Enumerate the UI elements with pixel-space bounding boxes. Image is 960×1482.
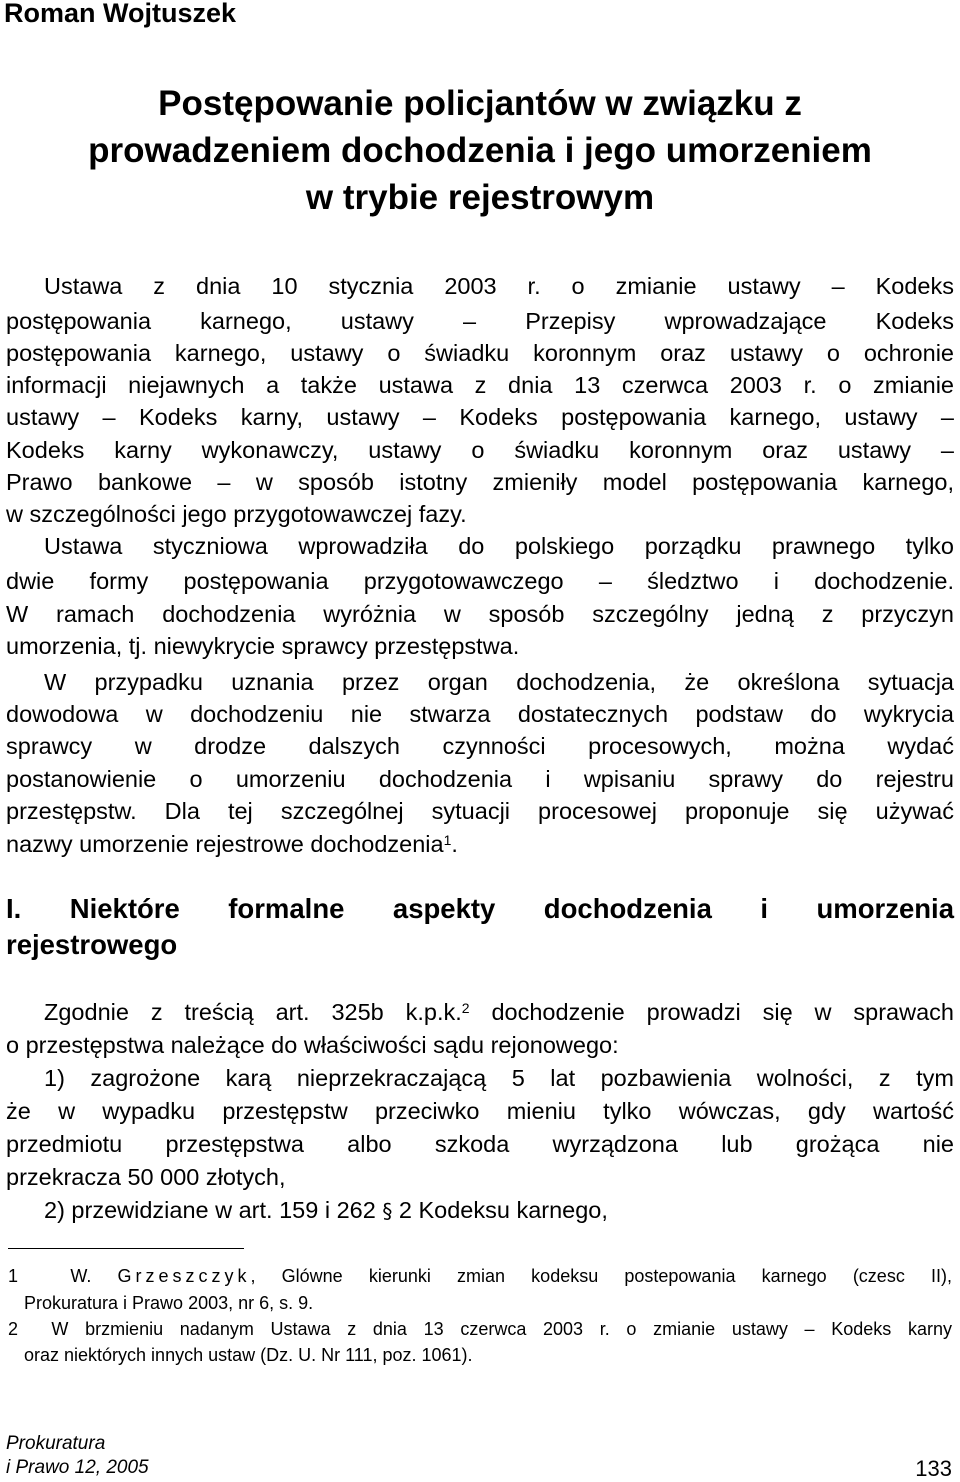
body-text: przestępstw. Dla tej szczególnej sytuacji procesowej proponuje się używać [6,798,954,824]
body-text: W ramach dochodzenia wyróżnia w sposób szczególny jedną z przyczyn [6,601,954,627]
body-text: Zgodnie z treścią art. 325b k.p.k. [44,999,462,1025]
intro-line [6,730,954,763]
footnote-number: 2 [8,1319,19,1339]
intro-line [6,565,954,598]
body-text: Ustawa styczniowa wprowadziła do polskiego porządku prawnego tylko [44,533,954,559]
list-item-line: przekracza 50 000 złotych, [6,1164,286,1190]
footnote-number: 1 [8,1266,19,1286]
intro-line [44,270,954,303]
section-sign: § [382,1199,393,1223]
intro-line [6,337,954,370]
footnote-2 [8,1316,952,1342]
body-text: sprawcy w drodze dalszych czynności procesowych, można wydać [6,733,954,759]
footnote-ref[interactable]: 1 [443,832,452,848]
journal-footer [6,1432,149,1480]
body-text: W przypadku uznania przez organ dochodzenia, że określona sytuacja [44,669,954,695]
author-name: Roman Wojtuszek [4,0,237,28]
footnote-text: W brzmieniu nadanym Ustawa z dnia 13 czerwca 2003 r. o zmianie ustawy – Kodeks karny [51,1319,952,1339]
intro-line [6,698,954,731]
intro-line [6,763,954,796]
intro-line [6,434,954,467]
section-heading-line: rejestrowego [6,929,178,960]
intro-line [6,498,954,531]
body-text: w szczególności jego przygotowawczej fazy. [6,501,467,527]
body-text: informacji niejawnych a także ustawa z dnia 13 czerwca 2003 r. o zmianie [6,372,954,398]
title-line: prowadzeniem dochodzenia i jego umorzeniem [88,131,872,170]
page-number: 133 [915,1456,952,1481]
body-text: 2) przewidziane w art. 159 i 262 [44,1197,383,1223]
body-text: postanowienie o umorzeniu dochodzenia i wpisaniu sprawy do rejestru [6,766,954,792]
footnote-text: , Glówne kierunki zmian kodeksu postepowania karnego (czesc II), [250,1266,952,1286]
title-line: w trybie rejestrowym [305,178,655,217]
list-item-line: przedmiotu przestępstwa albo szkoda wyrządzona lub grożąca nie [6,1131,954,1157]
section-heading-line: I. Niektóre formalne aspekty dochodzenia i umorzenia [6,893,954,924]
intro-line [6,369,954,402]
body-text: dowodowa w dochodzeniu nie stwarza dostatecznych podstaw do wykrycia [6,701,954,727]
list-item-line [44,1194,954,1227]
body-text: umorzenia, tj. niewykrycie sprawcy przestępstwa. [6,633,520,659]
footnote-separator [8,1248,244,1249]
journal-name: Prokuratura [6,1433,106,1454]
body-text: dochodzenie prowadzi się w sprawach [469,999,954,1025]
footnote-author: Grzeszczyk [117,1266,251,1286]
body-text: Prawo bankowe – w sposób istotny zmieniły model postępowania karnego, [6,469,954,495]
journal-issue: i Prawo 12, 2005 [6,1457,149,1478]
intro-line [6,401,954,434]
footnote-text: Prokuratura i Prawo 2003, nr 6, s. 9. [24,1293,314,1313]
body-text: dwie formy postępowania przygotowawczego – śledztwo i dochodzenie. [6,568,954,594]
intro-line [6,795,954,828]
intro-line [6,828,954,861]
body-line [44,996,954,1029]
body-text: postępowania karnego, ustawy – Przepisy wprowadzające Kodeks [6,308,954,334]
title-line: Postępowanie policjantów w związku z [158,84,802,123]
footnote-ref[interactable]: 2 [461,1000,470,1016]
footnote-1 [8,1263,952,1289]
body-text: postępowania karnego, ustawy o świadku koronnym oraz ustawy o ochronie [6,340,954,366]
footnote-text: oraz niektórych innych ustaw (Dz. U. Nr 111, poz. 1061). [24,1345,473,1365]
list-item-line: że w wypadku przestępstw przeciwko mieniu tylko wówczas, gdy wartość [6,1098,954,1124]
intro-line [44,530,954,563]
intro-line [6,598,954,631]
intro-line [6,305,954,338]
intro-line [6,630,954,663]
body-text: Kodeks karny wykonawczy, ustawy o świadku koronnym oraz ustawy – [6,437,954,463]
body-text: Ustawa z dnia 10 stycznia 2003 r. o zmianie ustawy – Kodeks [44,273,954,299]
body-line: o przestępstwa należące do właściwości sądu rejonowego: [6,1032,619,1058]
intro-line [6,466,954,499]
body-text: nazwy umorzenie rejestrowe dochodzenia [6,831,444,857]
body-text: ustawy – Kodeks karny, ustawy – Kodeks postępowania karnego, ustawy – [6,404,954,430]
article-title [0,80,960,221]
intro-line [44,666,954,699]
footnote-text: W. [70,1266,118,1286]
body-text: 2 Kodeksu karnego, [392,1197,608,1223]
body-text: . [451,831,458,857]
list-item-line: 1) zagrożone karą nieprzekraczającą 5 lat pozbawienia wolności, z tym [44,1065,954,1091]
